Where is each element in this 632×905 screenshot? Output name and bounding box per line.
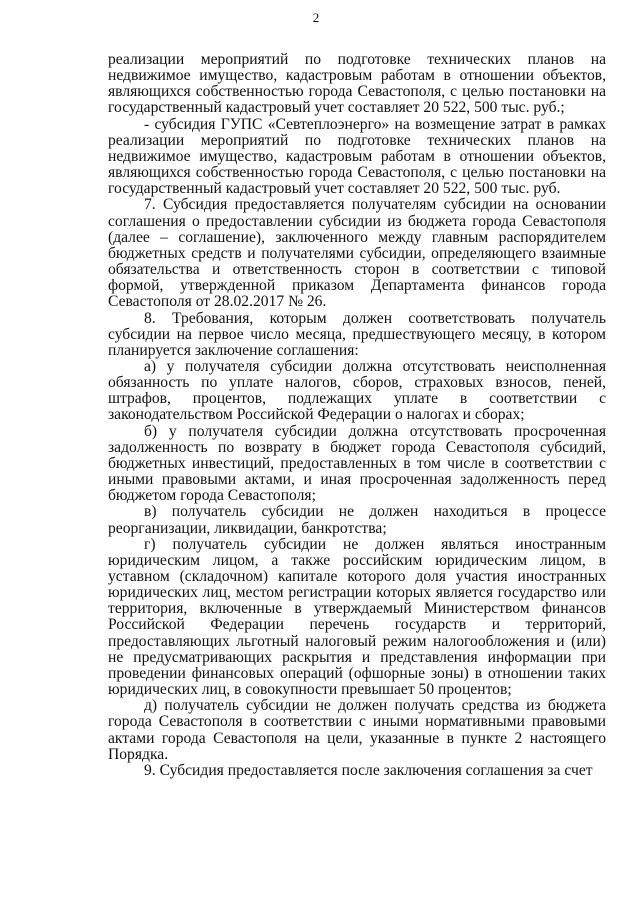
paragraph-item-8a: а) у получателя субсидии должна отсутствовать неисполненная обязанность по уплате налогов, сборов, страховых взносов, пеней, штрафов, процентов, подлежащих уплате в соответствии с законодательством Российской Федерации о налогах и сборах; — [108, 357, 606, 424]
paragraph-item-9: 9. Субсидия предоставляется после заключения соглашения за счет — [144, 761, 593, 779]
paragraph-item-8: 8. Требования, которым должен соответствовать получатель субсидии на первое число месяца, предшествующего месяцу, в котором планируется заключение соглашения: — [108, 309, 606, 359]
document-body — [108, 52, 606, 779]
paragraph-subsidy-sevteploenergo: - субсидия ГУПС «Севтеплоэнерго» на возмещение затрат в рамках реализации мероприятий по подготовке технических планов на недвижимое имущество, кадастровым работам в отношении объектов, являющихся собственностью города Севастополя, с целью постановки на государственный кадастровый учет составляет 20 522, 500 тыс. руб. — [108, 115, 606, 198]
paragraph-item-8d: д) получатель субсидии не должен получать средства из бюджета города Севастополя в соответствии с иными нормативными правовыми актами города Севастополя на цели, указанные в пункте 2 настоящего Порядка. — [108, 697, 606, 763]
paragraph-item-8v: в) получатель субсидии не должен находиться в процессе реорганизации, ликвидации, банкротства; — [108, 503, 606, 537]
paragraph-continuation: реализации мероприятий по подготовке технических планов на недвижимое имущество, кадастровым работам в отношении объектов, являющихся собственностью города Севастополя, с целью постановки на государственный кадастровый учет составляет 20 522, 500 тыс. руб.; — [108, 51, 606, 117]
page-number: 2 — [312, 10, 320, 25]
paragraph-item-8g: г) получатель субсидии не должен являться иностранным юридическим лицом, а также российским юридическим лицом, в уставном (складочном) капитале которого доля участия иностранных юридических лиц, местом регистрации которых является государство или территория, включенные в утверждаемый Министерством финансов Российской Федерации перечень государств и территорий, предоставляющих льготный налоговый режим налогообложения и (или) не предусматривающих раскрытия и представления информации при проведении финансовых операций (офшорные зоны) в отношении таких юридических лиц, в совокупности превышает 50 процентов; — [108, 535, 606, 699]
paragraph-item-7: 7. Субсидия предоставляется получателям субсидии на основании соглашения о предоставлении субсидии из бюджета города Севастополя (далее – соглашение), заключенного между главным распорядителем бюджетных средств и получателями субсидии, определяющего взаимные обязательства и ответственность сторон в соответствии с типовой формой, утвержденной приказом Департамента финансов города Севастополя от 28.02.2017 № 26. — [108, 196, 606, 311]
paragraph-item-8b: б) у получателя субсидии должна отсутствовать просроченная задолженность по возврату в бюджет города Севастополя субсидий, бюджетных инвестиций, предоставленных в том числе в соответствии с иными правовыми актами, и иная просроченная задолженность перед бюджетом города Севастополя; — [108, 422, 606, 505]
